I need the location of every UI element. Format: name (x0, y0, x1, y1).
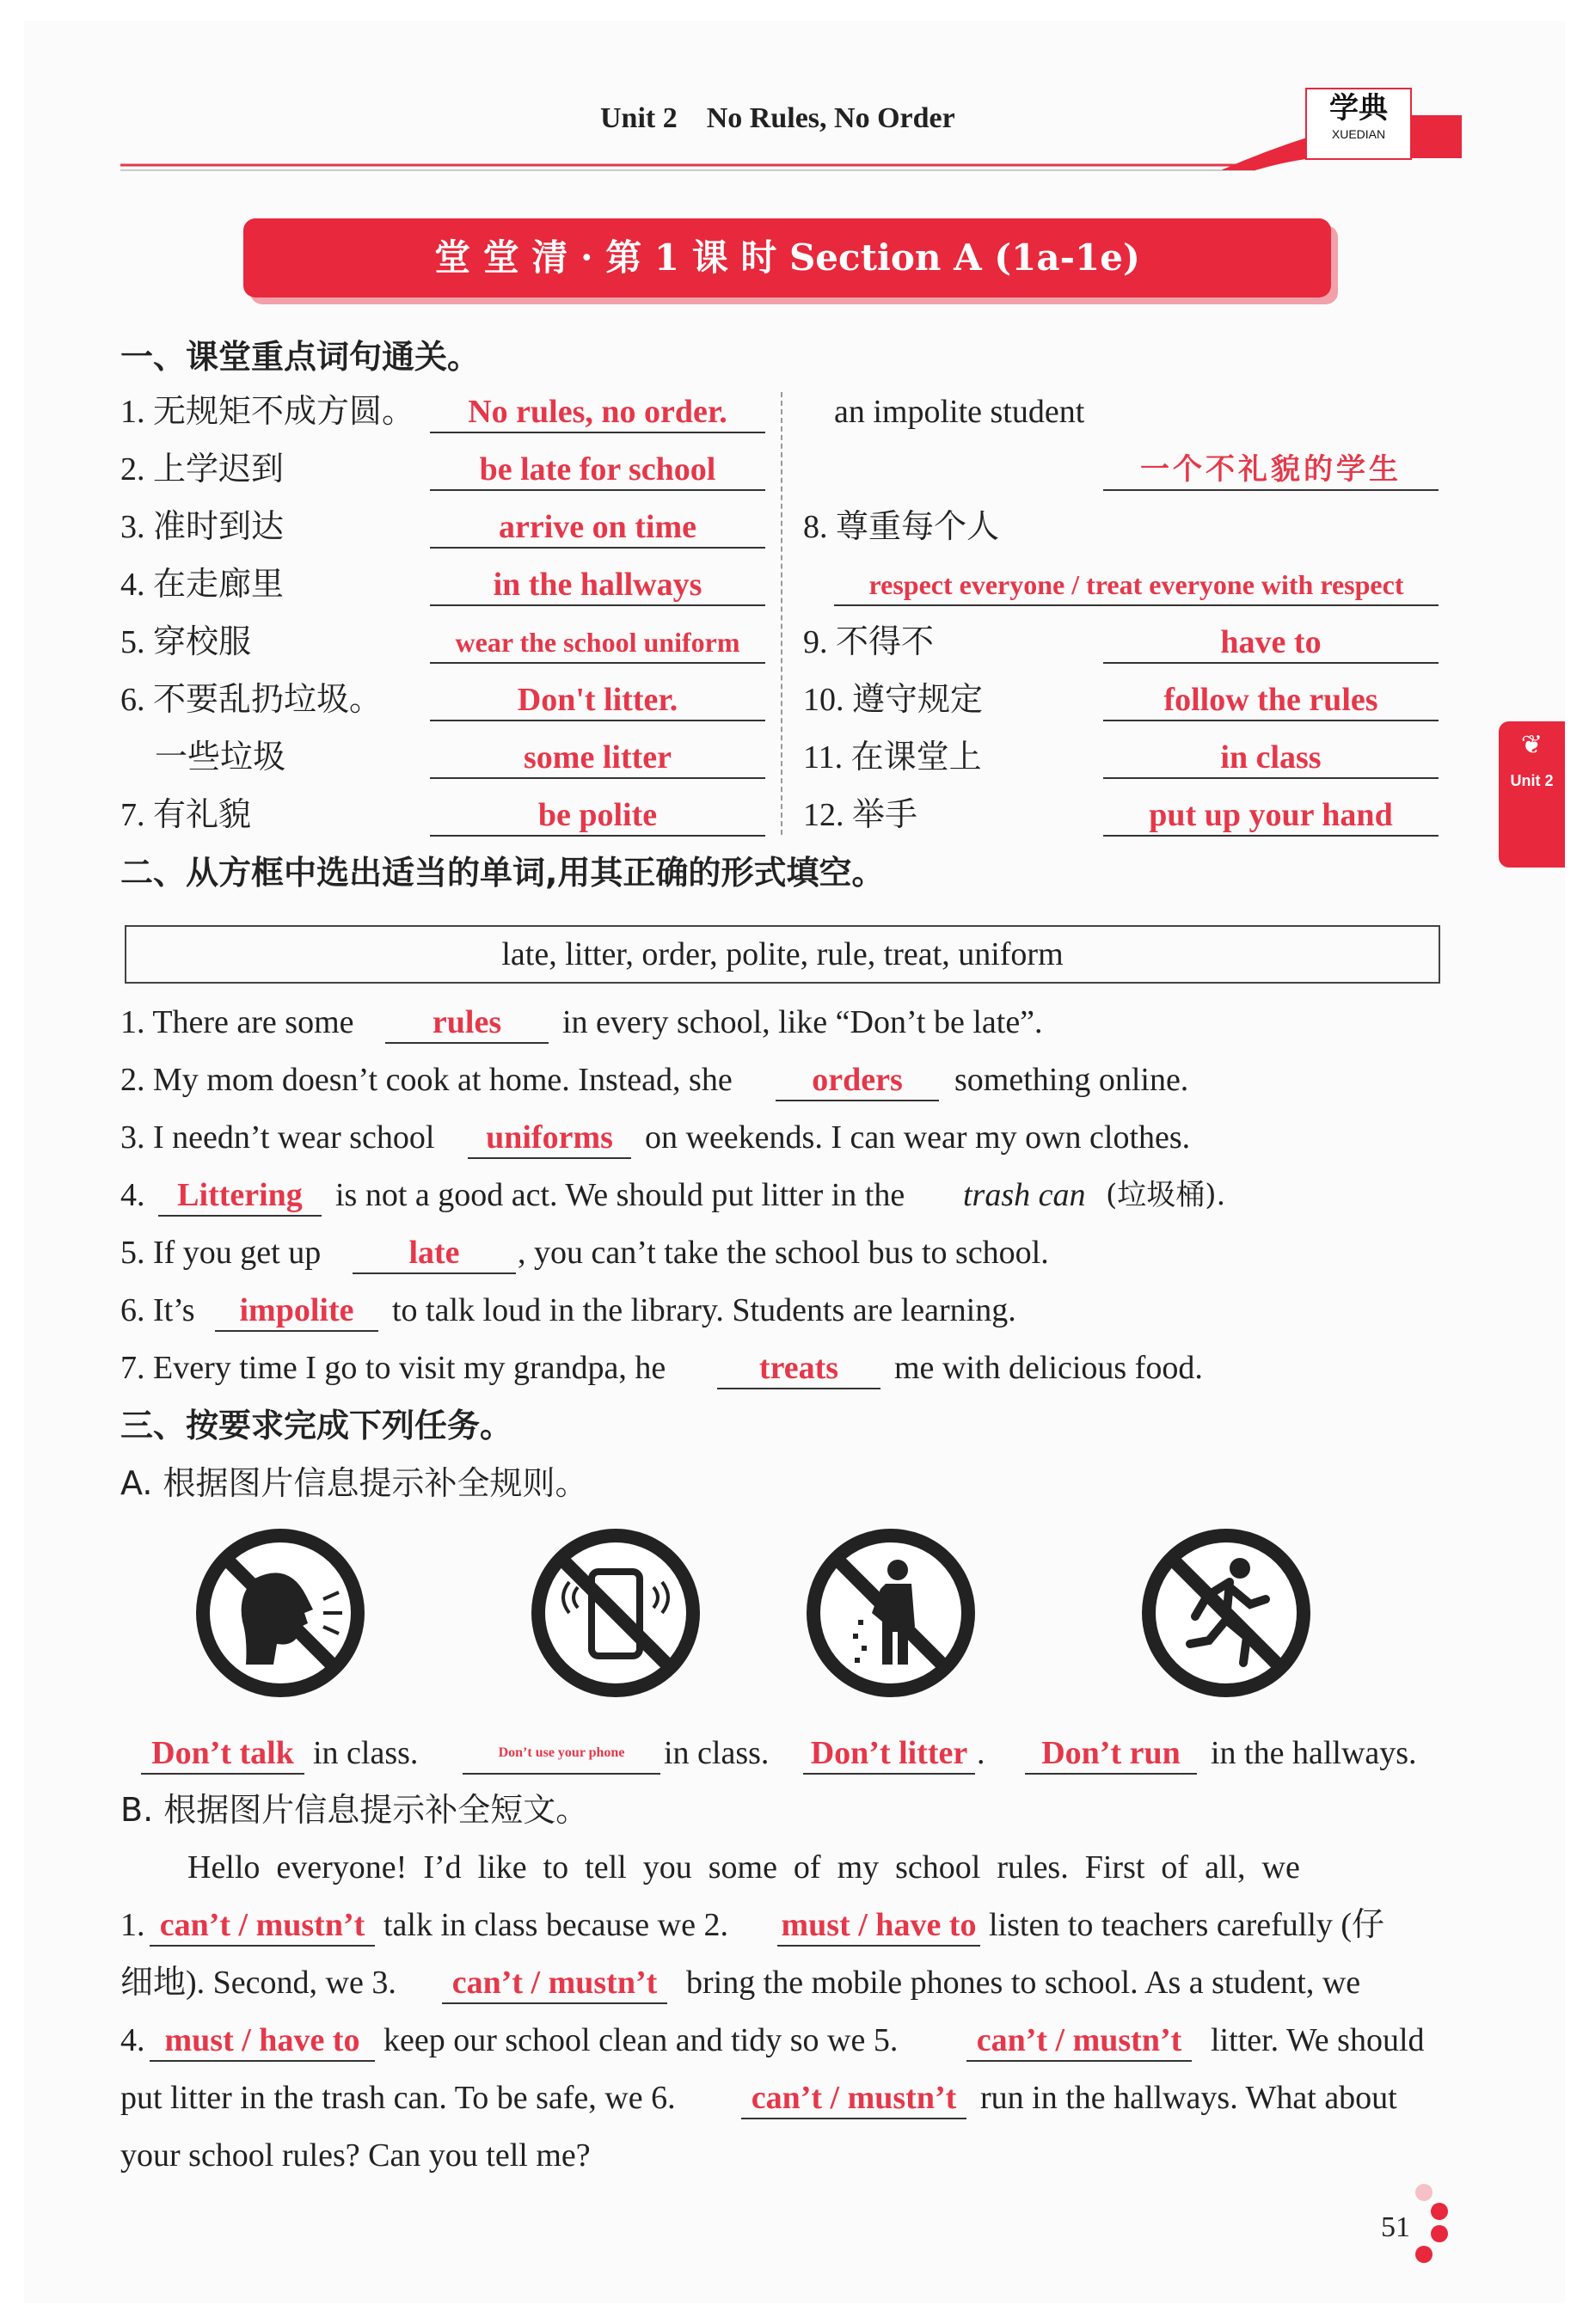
p2-item-4-italic: trash can (963, 1177, 1086, 1213)
p1-prompt-4: 4. 在走廊里 (120, 567, 285, 603)
passage-answer-2: must / have to (777, 1905, 980, 1947)
sign3-after: . (977, 1735, 985, 1771)
p1-prompt-10: 10. 遵守规定 (803, 682, 984, 718)
xuedian-logo: 学典 XUEDIAN (1305, 88, 1412, 160)
p2-item-7-before: 7. Every time I go to visit my grandpa, he (120, 1350, 666, 1386)
p1-prompt-6b: 一些垃圾 (155, 739, 286, 776)
no-littering-icon (805, 1527, 977, 1699)
passage-answer-1: can’t / mustn’t (150, 1905, 375, 1947)
passage-answer-3: can’t / mustn’t (442, 1963, 667, 2004)
passage-text-3b: bring the mobile phones to school. As a student, we (686, 1965, 1361, 2001)
p2-item-5-answer: late (353, 1233, 516, 1274)
sign4-after: in the hallways. (1211, 1735, 1417, 1771)
p1-answer-7: be polite (430, 795, 765, 837)
passage-num-1: 1. (120, 1907, 145, 1943)
p1-answer-12: put up your hand (1103, 795, 1439, 837)
wing-icon: ❦ (1520, 731, 1543, 759)
p2-item-2-after: something online. (954, 1062, 1189, 1098)
passage-num-4: 4. (120, 2022, 145, 2058)
p1-answer-extra: 一个不礼貌的学生 (1103, 450, 1439, 491)
p1-answer-6: Don't litter. (430, 680, 765, 721)
p1-answer-5: wear the school uniform (430, 622, 765, 664)
unit-title: Unit 2 No Rules, No Order (600, 102, 955, 134)
p2-item-4-answer: Littering (158, 1175, 322, 1217)
part2-heading: 二、从方框中选出适当的单词,用其正确的形式填空。 (120, 854, 885, 892)
workbook-page (24, 21, 1565, 2303)
passage-text-4: keep our school clean and tidy so we 5. (383, 2022, 899, 2058)
p2-item-2-before: 2. My mom doesn’t cook at home. Instead, she (120, 1062, 733, 1098)
p1-prompt-1: 1. 无规矩不成方圆。 (120, 394, 415, 430)
p2-item-3-answer: uniforms (468, 1118, 631, 1159)
passage-line-1: Hello everyone! I’d like to tell you some of my school rules. First of all, we (187, 1849, 1300, 1886)
passage-answer-6: can’t / mustn’t (741, 2078, 966, 2119)
p2-item-7-answer: treats (717, 1348, 880, 1389)
sign2-answer: Don’t use your phone (463, 1733, 660, 1775)
sign4-answer: Don’t run (1025, 1733, 1197, 1775)
sign1-answer: Don’t talk (141, 1733, 304, 1775)
p2-item-6-before: 6. It’s (120, 1292, 195, 1328)
sign3-answer: Don’t litter (803, 1733, 975, 1775)
no-talking-icon (194, 1527, 366, 1699)
no-running-icon (1140, 1527, 1312, 1699)
p1-answer-11: in class (1103, 738, 1439, 779)
passage-text-3: 细地). Second, we 3. (120, 1965, 396, 2001)
part1-heading: 一、课堂重点词句通关。 (120, 338, 481, 376)
header-rule (120, 81, 1462, 175)
p1-prompt-extra: an impolite student (834, 394, 1085, 430)
p1-prompt-12: 12. 举手 (803, 797, 918, 833)
p2-item-5-before: 5. If you get up (120, 1235, 322, 1271)
section-banner: 堂 堂 清 · 第 1 课 时 Section A (1a-1e) (243, 218, 1331, 297)
p1-answer-6b: some litter (430, 738, 765, 779)
p1-answer-9: have to (1103, 622, 1439, 664)
p1-answer-1: No rules, no order. (430, 392, 765, 433)
p1-prompt-7: 7. 有礼貌 (120, 797, 252, 833)
p1-prompt-2: 2. 上学迟到 (120, 451, 285, 487)
passage-text-2: listen to teachers carefully (仔 (989, 1907, 1385, 1943)
p2-item-1-before: 1. There are some (120, 1004, 354, 1040)
passage-text-5: litter. We should (1211, 2022, 1425, 2058)
p2-item-5-after: , you can’t take the school bus to school. (518, 1235, 1049, 1271)
unit-side-tab: ❦ Unit 2 (1499, 721, 1565, 868)
part3-sub-b: B. 根据图片信息提示补全短文。 (120, 1791, 589, 1829)
column-divider (781, 392, 782, 835)
passage-text-1: talk in class because we 2. (383, 1907, 728, 1943)
p2-item-1-answer: rules (385, 1003, 549, 1044)
passage-answer-4: must / have to (150, 2020, 375, 2062)
word-box: late, litter, order, polite, rule, treat, uniform (125, 925, 1440, 984)
p1-answer-4: in the hallways (430, 565, 765, 606)
p1-prompt-8: 8. 尊重每个人 (803, 509, 1000, 545)
passage-text-6b: run in the hallways. What about (980, 2080, 1397, 2116)
p2-item-6-answer: impolite (215, 1291, 378, 1332)
passage-text-6: put litter in the trash can. To be safe, we 6. (120, 2080, 676, 2116)
sign2-after: in class. (664, 1735, 770, 1771)
p2-item-4-after: is not a good act. We should put litter in the (335, 1177, 905, 1213)
p1-answer-3: arrive on time (430, 507, 765, 549)
p1-prompt-3: 3. 准时到达 (120, 509, 285, 545)
hexagon-decoration-icon (1390, 2177, 1467, 2272)
part3-sub-a: A. 根据图片信息提示补全规则。 (120, 1464, 588, 1502)
p1-answer-2: be late for school (430, 450, 765, 491)
p1-prompt-5: 5. 穿校服 (120, 624, 252, 660)
passage-answer-5: can’t / mustn’t (966, 2020, 1192, 2062)
sign1-after: in class. (313, 1735, 419, 1771)
p1-answer-8: respect everyone / treat everyone with respect (834, 565, 1439, 606)
p1-prompt-9: 9. 不得不 (803, 624, 935, 660)
p1-answer-10: follow the rules (1103, 680, 1439, 721)
p1-prompt-6: 6. 不要乱扔垃圾。 (120, 682, 383, 718)
p2-item-2-answer: orders (776, 1060, 939, 1101)
page-number: 51 (1381, 2211, 1410, 2243)
p1-prompt-11: 11. 在课堂上 (803, 739, 982, 776)
p2-item-3-before: 3. I needn’t wear school (120, 1119, 435, 1156)
p2-item-4-before: 4. (120, 1177, 145, 1213)
p2-item-7-after: me with delicious food. (894, 1350, 1203, 1386)
p2-item-4-tail: (垃圾桶). (1106, 1178, 1226, 1212)
no-phone-icon (530, 1527, 702, 1699)
p2-item-3-after: on weekends. I can wear my own clothes. (645, 1119, 1191, 1156)
part3-heading: 三、按要求完成下列任务。 (120, 1407, 513, 1444)
passage-text-7: your school rules? Can you tell me? (120, 2137, 591, 2174)
p2-item-1-after: in every school, like “Don’t be late”. (562, 1004, 1043, 1040)
p2-item-6-after: to talk loud in the library. Students are learning. (392, 1292, 1016, 1328)
